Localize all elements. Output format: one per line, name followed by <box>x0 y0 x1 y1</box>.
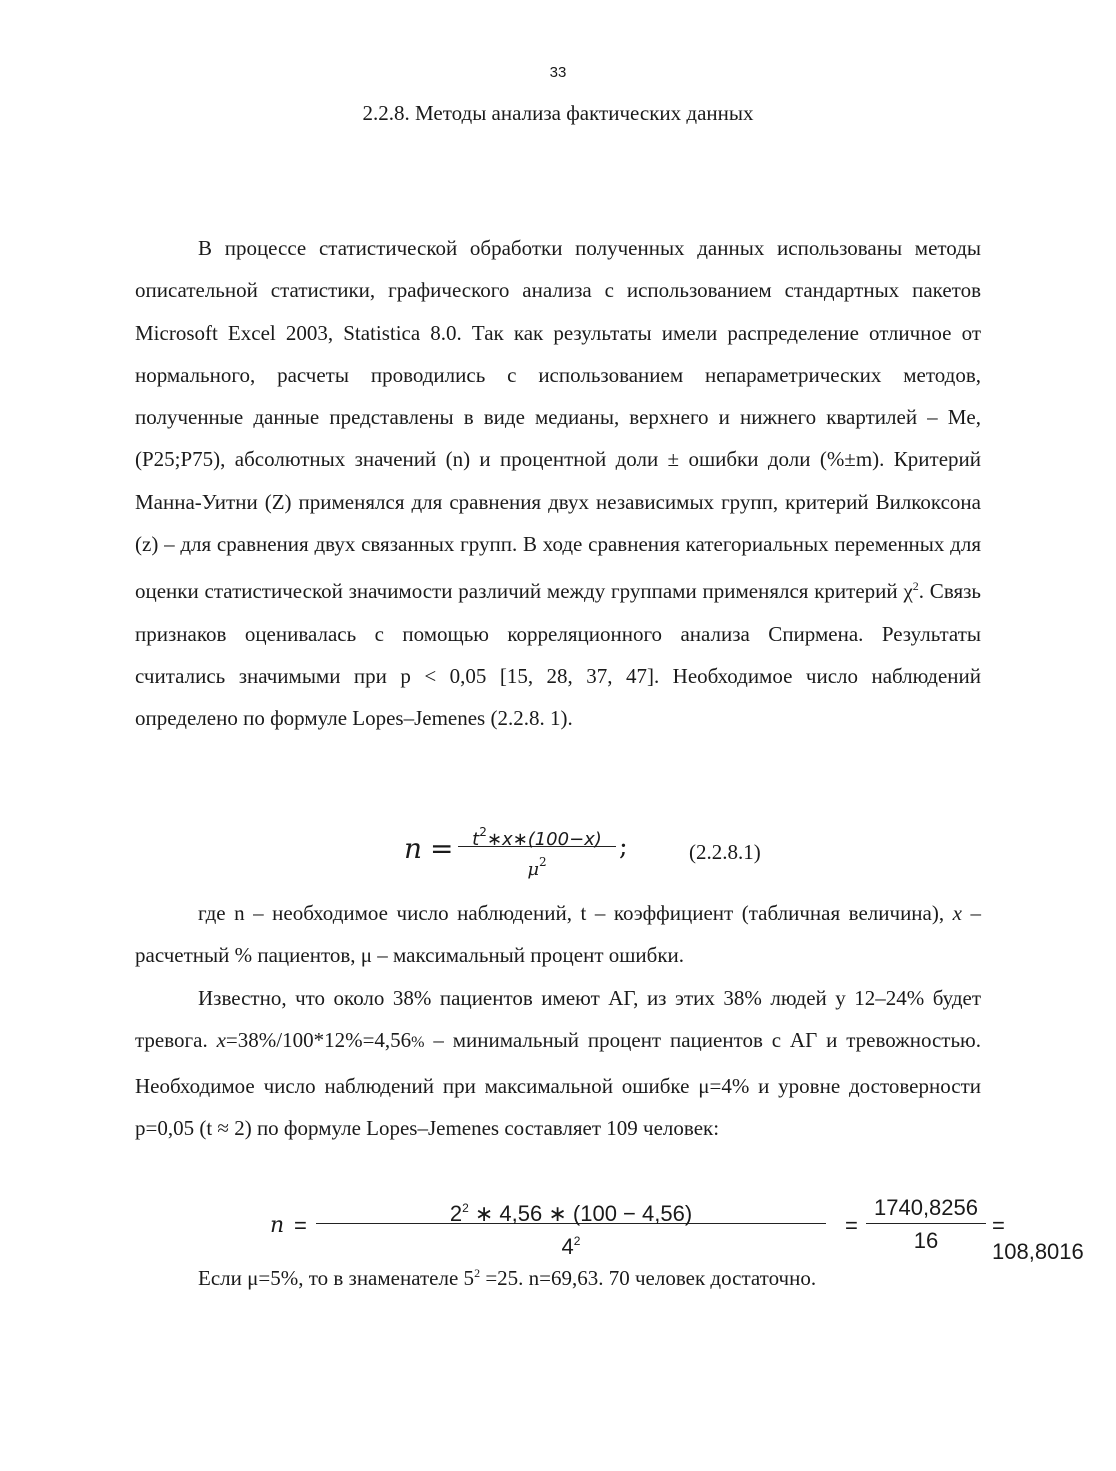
para2-text-a: где n – необходимое число наблюдений, t – коэффициент (табличная величина), <box>198 901 953 925</box>
formula2-eq: = <box>294 1213 307 1238</box>
formula2-fraction <box>316 1193 826 1259</box>
formula1-mu-sup: 2 <box>539 855 547 869</box>
formula1-mu: μ <box>527 859 540 880</box>
formula2-denominator <box>316 1224 826 1259</box>
final-text-b: =25. n=69,63. 70 человек достаточно. <box>480 1266 817 1290</box>
paragraph-definitions <box>135 892 981 977</box>
formula2-den2: 16 <box>913 1228 939 1253</box>
section-heading: 2.2.8. Методы анализа фактических данных <box>362 101 754 125</box>
formula2-num2: 1740,8256 <box>874 1195 978 1220</box>
formula2-num-rest: ∗ 4,56 ∗ (100 − 4,56) <box>468 1201 693 1226</box>
formula1-fraction <box>458 818 616 880</box>
formula1-denominator <box>458 847 616 880</box>
page-number: 33 <box>549 64 567 81</box>
formula1-label: (2.2.8.1) <box>689 840 761 864</box>
formula1-semicolon: ; <box>619 832 628 862</box>
para3-text-c: – минимальный процент пациентов с АГ и тревожностью. Необходимое число наблюдений при максимальной ошибке μ=4% и уровне достоверности p=0,05 (t ≈ 2) по формуле Lopes–Jemenes составляет 109 человек: <box>135 1028 981 1140</box>
formula2-den-base: 4 <box>561 1234 574 1259</box>
formula2-eq2: = <box>845 1213 858 1238</box>
formula2-num-sup: 2 <box>462 1201 469 1215</box>
formula2-den-sup: 2 <box>573 1234 581 1248</box>
para3-small-pct: % <box>411 1034 425 1052</box>
formula2-num-base: 2 <box>449 1201 463 1226</box>
formula2-result: = 108,8016 <box>992 1213 1084 1264</box>
formula1-lhs: n <box>404 832 423 865</box>
formula1-t-sup: 2 <box>479 825 487 839</box>
final-text-a: Если μ=5%, то в знаменателе 5 <box>198 1266 475 1290</box>
formula2-lhs: n <box>270 1213 285 1238</box>
final-sup: 2 <box>474 1266 481 1280</box>
paragraph-calculation <box>135 977 981 1149</box>
formula1-t: t <box>472 829 480 850</box>
paragraph-methods <box>135 227 981 740</box>
para3-text-a: Известно, что около 38% пациентов имеют АГ, из этих 38% людей у 12–24% будет тревога. <box>135 986 981 1053</box>
chi-square-sup: 2 <box>912 579 919 594</box>
para2-x: x <box>952 901 962 925</box>
para3-text-b: =38%/100*12%=4,56 <box>225 1028 412 1053</box>
formula1-numerator-rest: ∗x∗(100−x) <box>486 829 602 850</box>
para2-text-b: – расчетный % пациентов, μ – максимальный процент ошибки. <box>135 901 981 968</box>
para3-x: x <box>216 1028 226 1053</box>
formula1-numerator <box>458 818 616 850</box>
para1-text-b: . Связь признаков оценивалась с помощью корреляционного анализа Спирмена. Результаты считались значимыми при p < 0,05 [15, 28, 37, 47]. Необходимое число наблюдений определено по формуле Lopes–Jemenes (2.2.8. 1). <box>135 579 981 731</box>
formula1-eq: = <box>430 832 454 865</box>
formula2-fraction2 <box>866 1193 986 1254</box>
para1-text-a: В процессе статистической обработки полученных данных использованы методы описательной статистики, графического анализа с использованием стандартных пакетов Microsoft Excel 2003, Statistica 8.0. Так как результаты имели распределение отличное от нормального, расчеты проводились с использованием непараметрических методов, полученные данные представлены в виде медианы, верхнего и нижнего квартилей – Me, (P25;P75), абсолютных значений (n) и процентной доли ± ошибки доли (%±m). Критерий Манна-Уитни (Z) применялся для сравнения двух независимых групп, критерий Вилкоксона (z) – для сравнения двух связанных групп. В ходе сравнения категориальных переменных для оценки статистической значимости различий между группами применялся критерий χ <box>135 236 981 604</box>
formula2-numerator <box>316 1193 826 1226</box>
paragraph-conclusion <box>198 1266 816 1291</box>
